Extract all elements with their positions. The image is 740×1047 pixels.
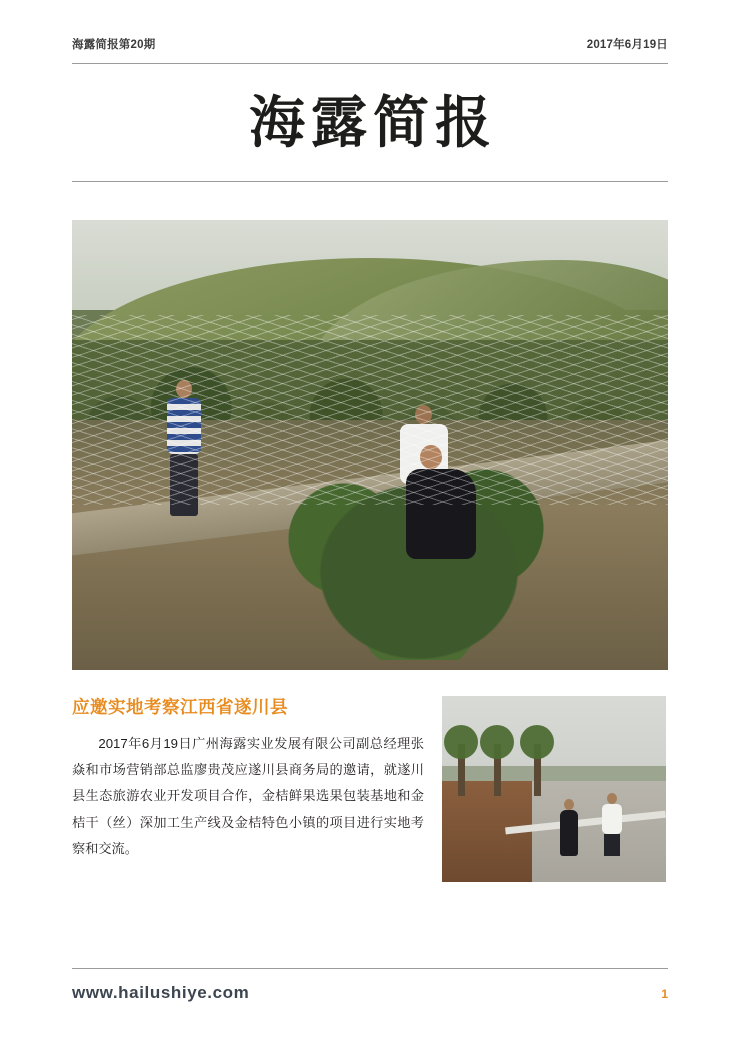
photo-tree-crown	[480, 725, 514, 759]
page-title: 海露简报	[249, 91, 497, 154]
issue-label: 海露简报第20期	[72, 39, 156, 51]
hero-photo	[72, 220, 668, 670]
article	[72, 696, 668, 882]
person-torso	[167, 398, 201, 454]
hero-person-standing	[167, 380, 201, 516]
article-text-column	[72, 696, 424, 882]
title-block	[72, 64, 668, 181]
person-head	[176, 380, 192, 398]
photo-tree-crown	[444, 725, 478, 759]
footer-divider	[72, 968, 668, 969]
person-head	[420, 445, 442, 469]
person-head	[564, 799, 574, 810]
person-head	[607, 793, 617, 804]
article-photo-column	[442, 696, 666, 882]
hero-person-bending	[406, 445, 476, 559]
footer-website[interactable]: www.hailushiye.com	[72, 983, 250, 1002]
person-head	[415, 405, 432, 424]
person-torso	[406, 469, 476, 559]
person-legs	[604, 834, 620, 856]
person-body	[602, 804, 622, 834]
photo-tree-crown	[520, 725, 554, 759]
page-number: 1	[661, 987, 668, 1001]
person-legs	[170, 454, 198, 516]
photo-person-woman	[560, 799, 578, 856]
article-body: 2017年6月19日广州海露实业发展有限公司副总经理张焱和市场营销部总监廖贵茂应遂川县商务局的邀请，就遂川县生态旅游农业开发项目合作，金桔鲜果选果包装基地和金桔干（丝）深加工生产线及金桔特色小镇的项目进行实地考察和交流。	[72, 735, 424, 857]
footer-row	[72, 983, 668, 1003]
header-divider-bottom	[72, 181, 668, 182]
footer	[72, 968, 668, 1003]
article-photo	[442, 696, 666, 882]
photo-person-man	[602, 793, 622, 856]
article-headline: 应邀实地考察江西省遂川县	[72, 696, 288, 717]
masthead	[72, 0, 668, 182]
person-body	[560, 810, 578, 856]
header-meta-row	[72, 36, 668, 63]
issue-date: 2017年6月19日	[586, 39, 668, 51]
